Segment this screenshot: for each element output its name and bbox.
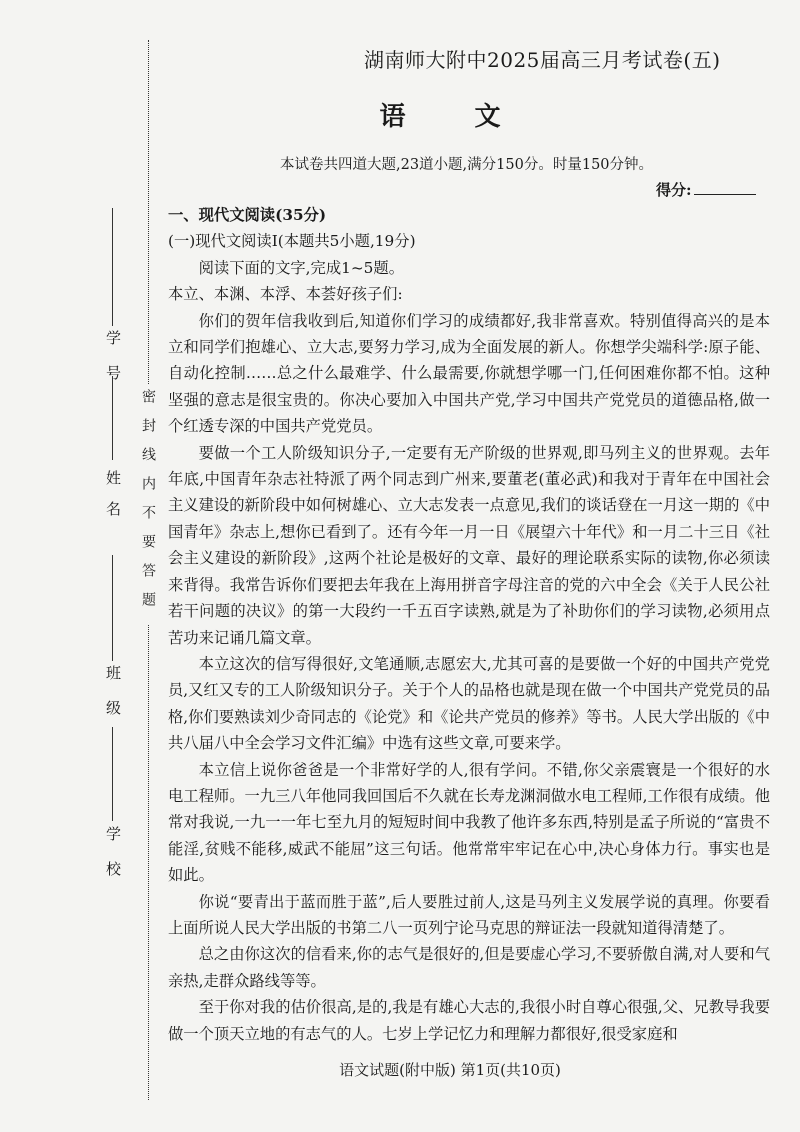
- letter-paragraph: 总之由你这次的信看来,你的志气是很好的,但是要虚心学习,不要骄傲自满,对人要和气亲热,走群众路线等等。: [168, 945, 770, 990]
- letter-paragraph: 要做一个工人阶级知识分子,一定要有无产阶级的世界观,即马列主义的世界观。去年年底,中国青年杂志社特派了两个同志到广州来,要董老(董必武)和我对于青年在中国社会主义建设的新阶段中如何树雄心、立大志发表一点意见,我们的谈话登在一月这一期的《中国青年》杂志上,想你已看到了。还有今年一月一日《展望六十年代》和一月二十三日《社会主义建设的新阶段》,这两个社论是极好的文章、最好的理论联系实际的读物,你必须读来背得。我常告诉你们要把去年我在上海用拼音字母注音的党的六中全会《关于人民公社若干问题的决议》的第一大段约一千五百字读熟,就是为了补助你们的学习读物,必须用点苦功来记诵几篇文章。: [168, 443, 770, 647]
- letter-paragraph: 本立这次的信写得很好,文笔通顺,志愿宏大,尤其可喜的是要做一个好的中国共产党党员,又红又专的工人阶级知识分子。关于个人的品格也就是现在做一个中国共产党党员的品格,你们要熟读刘少奇同志的《论党》和《论共产党员的修养》等书。人民大学出版的《中共八届八中全会学习文件汇编》中选有这些文章,可要来学。: [168, 654, 770, 753]
- number-label: 学号: [104, 330, 122, 400]
- page-footer: 语文试题(附中版) 第1页(共10页): [339, 1061, 561, 1079]
- letter-salutation: 本立、本渊、本浮、本荟好孩子们:: [168, 285, 403, 304]
- section-subheading: (一)现代文阅读Ⅰ(本题共5小题,19分): [168, 232, 416, 251]
- subject-title: 语 文: [379, 102, 531, 132]
- exam-title: 湖南师大附中2025届高三月考试卷(五): [364, 48, 721, 72]
- name-blank[interactable]: [112, 376, 113, 460]
- section-heading: 一、现代文阅读(35分): [168, 206, 327, 224]
- school-label: 学校: [104, 826, 122, 896]
- class-blank[interactable]: [112, 555, 113, 661]
- class-label: 班级: [104, 665, 122, 735]
- school-blank[interactable]: [112, 727, 113, 821]
- letter-paragraph: 你说“要青出于蓝而胜于蓝”,后人要胜过前人,这是马列主义发展学说的真理。你要看上面所说人民大学出版的书第二八一页列宁论马克思的辩证法一段就知道得清楚了。: [168, 892, 770, 937]
- number-blank[interactable]: [112, 208, 113, 326]
- seal-notice: 密封线内不要答题: [138, 385, 158, 625]
- score-label: 得分:: [656, 181, 692, 199]
- exam-info: 本试卷共四道大题,23道小题,满分150分。时量150分钟。: [280, 157, 654, 173]
- name-label: 姓名: [104, 470, 122, 532]
- letter-paragraph: 本立信上说你爸爸是一个非常好学的人,很有学问。不错,你父亲震寰是一个很好的水电工程师。一九三八年他同我回国后不久就在长寿龙渊洞做水电工程师,工作很有成绩。他常对我说,一九一一年七至九月的短短时间中我教了他许多东西,特别是孟子所说的“富贵不能淫,贫贱不能移,威武不能屈”这三句话。他常常牢牢记在心中,决心身体力行。事实也是如此。: [168, 760, 770, 885]
- letter-paragraph: 你们的贺年信我收到后,知道你们学习的成绩都好,我非常喜欢。特别值得高兴的是本立和同学们抱雄心、立大志,要努力学习,成为全面发展的新人。你想学尖端科学:原子能、自动化控制……总之什么最难学、什么最需要,你就想学哪一门,任何困难你都不怕。这种坚强的意志是很宝贵的。你决心要加入中国共产党,学习中国共产党党员的道德品格,做一个红透专深的中国共产党党员。: [168, 311, 770, 436]
- score-field[interactable]: [656, 179, 756, 200]
- instruction: 阅读下面的文字,完成1~5题。: [198, 258, 405, 277]
- letter-paragraph: 至于你对我的估价很高,是的,我是有雄心大志的,我很小时自尊心很强,父、兄教导我要做一个顶天立地的有志气的人。七岁上学记忆力和理解力都很好,很受家庭和: [168, 998, 770, 1043]
- reading-section: [168, 202, 770, 1047]
- score-blank[interactable]: [694, 194, 756, 195]
